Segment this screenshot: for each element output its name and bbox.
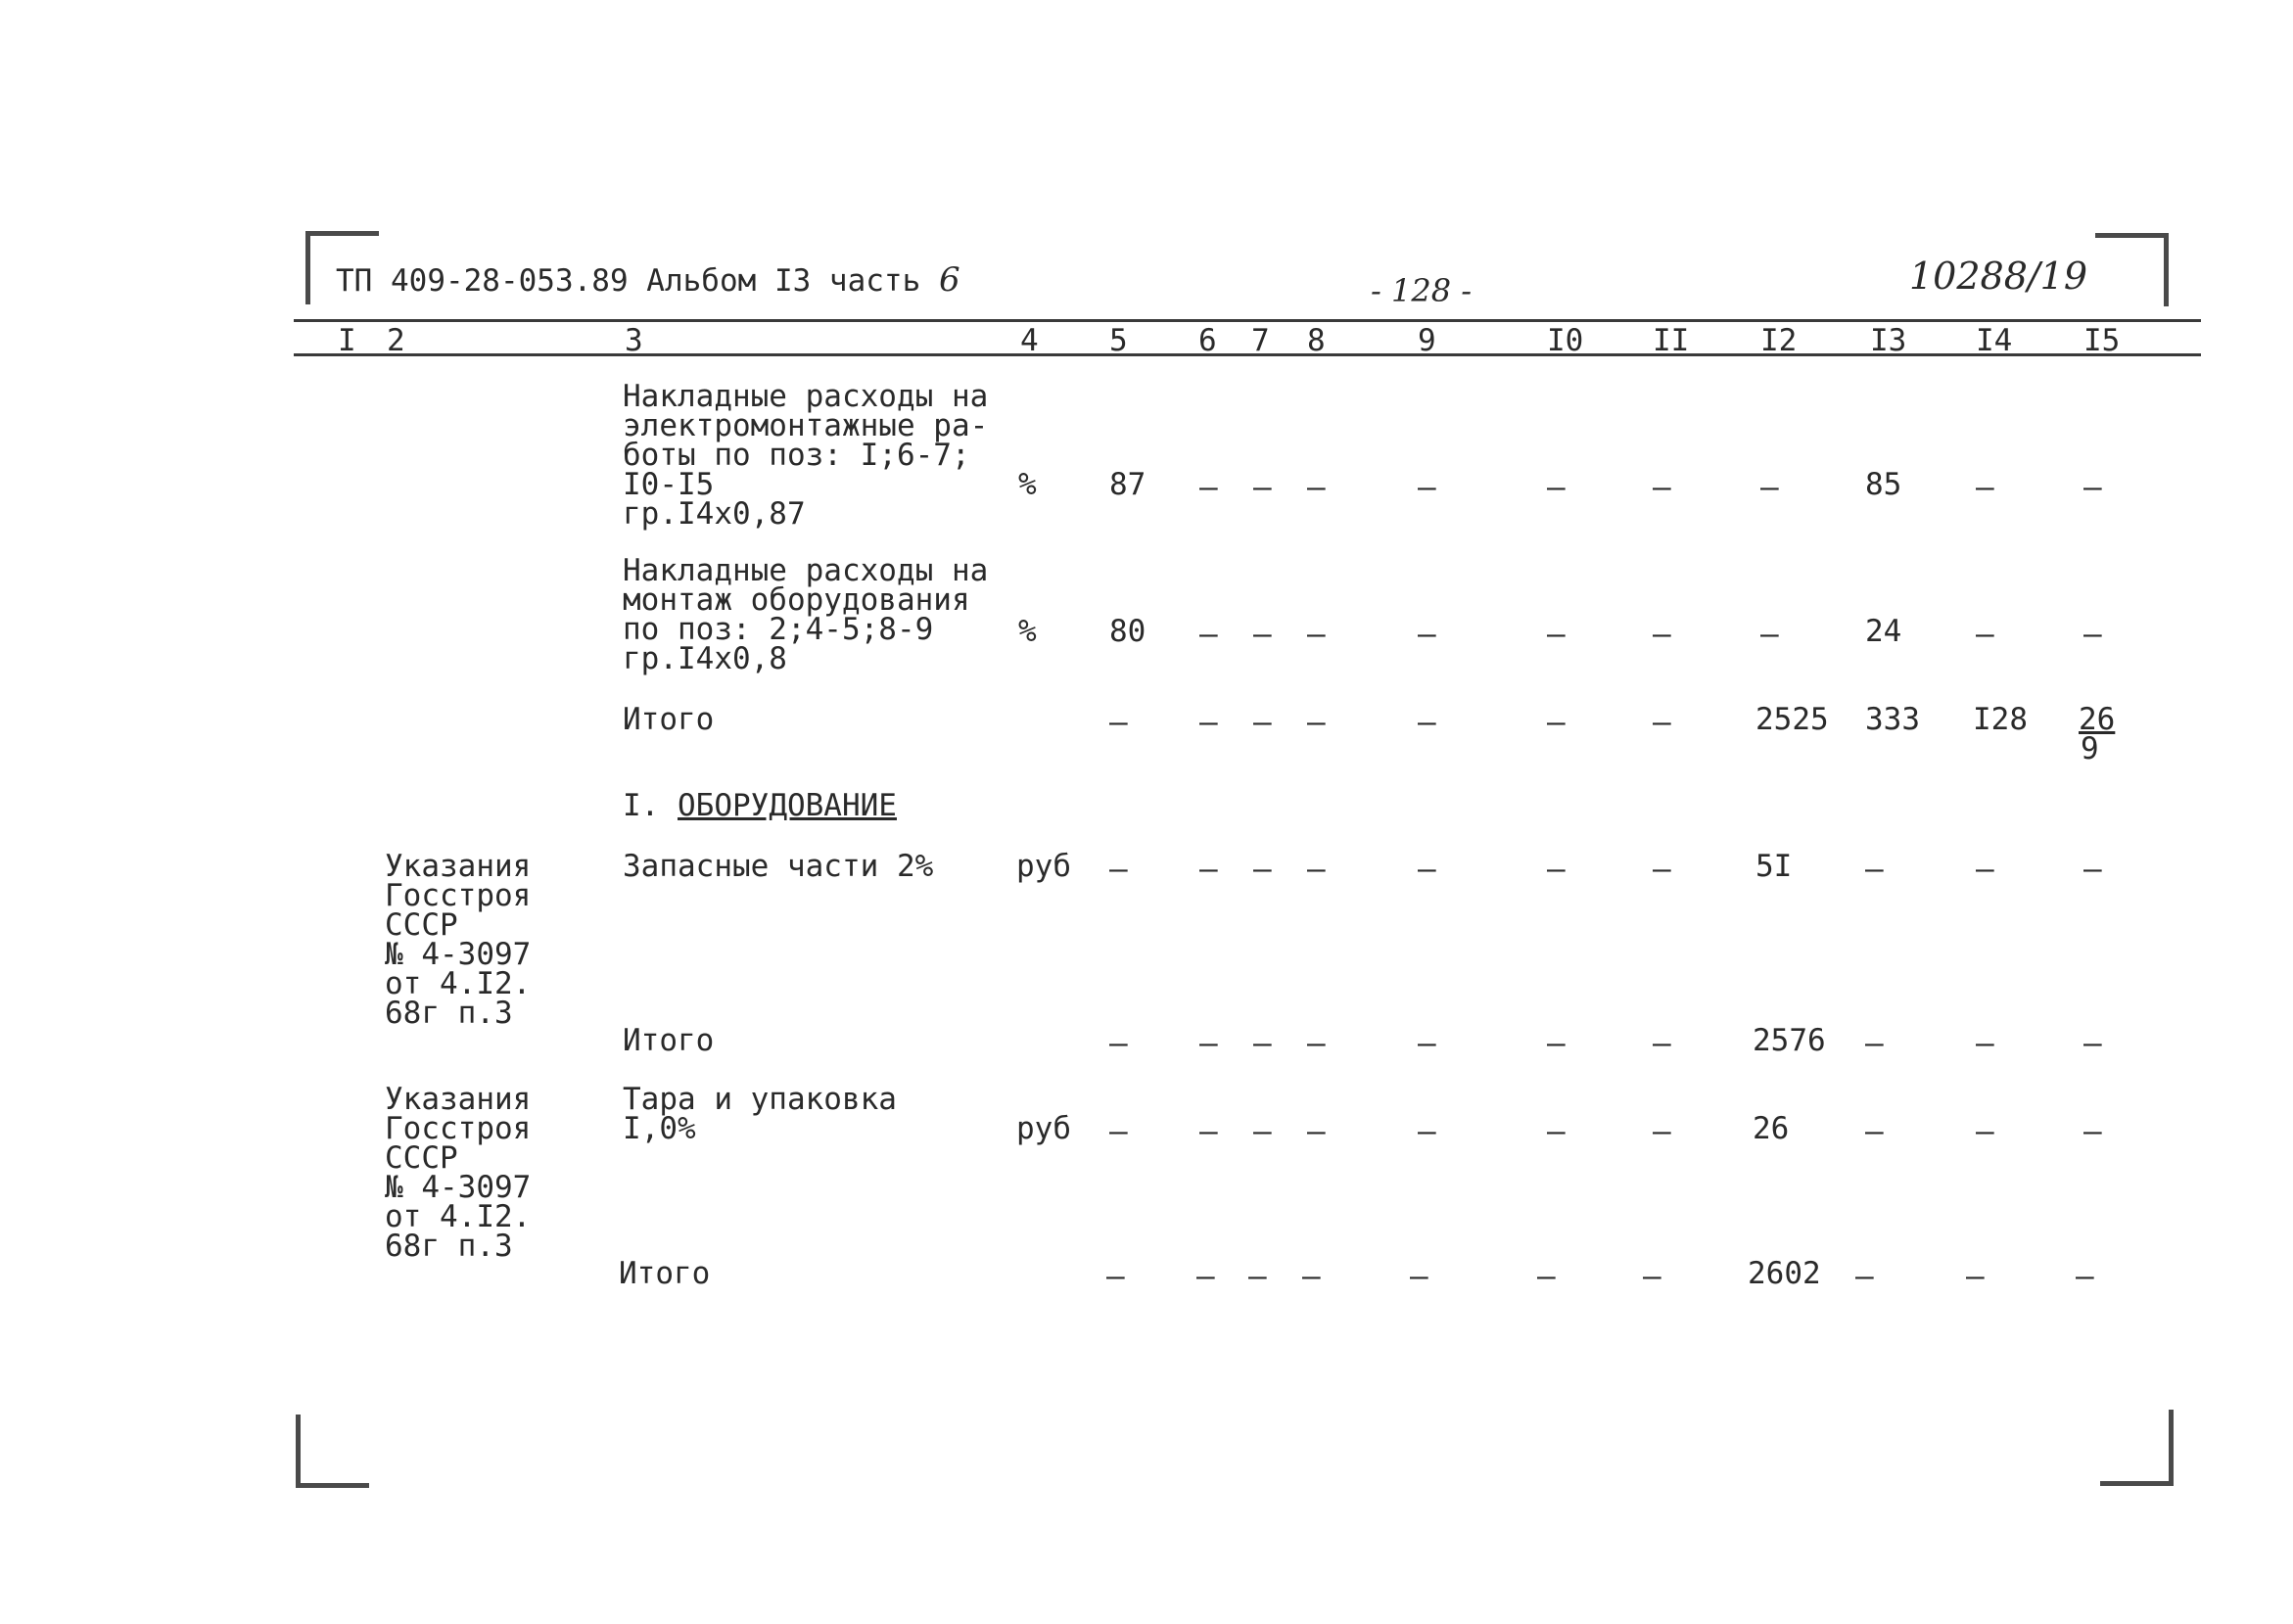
row-col-13: 24	[1865, 614, 1902, 649]
row-col-10: –	[1537, 1259, 1556, 1294]
row-col-12: 5I	[1755, 849, 1793, 884]
row-col-6: –	[1199, 470, 1218, 505]
row-col-8: –	[1307, 470, 1326, 505]
row-col-13: –	[1865, 1114, 1884, 1149]
row-col-8: –	[1307, 852, 1326, 887]
row-col-6: –	[1199, 1114, 1218, 1149]
row-col-10: –	[1547, 1026, 1566, 1061]
col-number-10: I0	[1547, 323, 1584, 358]
row-col-13: 85	[1865, 467, 1902, 502]
row-col-8: –	[1307, 1114, 1326, 1149]
row-col-13: 333	[1865, 702, 1920, 737]
row-basis: Указания Госстроя СССР № 4-3097 от 4.I2. 68г п.3	[385, 849, 532, 1031]
col-number-1: I	[338, 323, 356, 358]
section-heading	[623, 788, 897, 823]
row-col-11: –	[1653, 470, 1671, 505]
header-rule-bottom	[294, 353, 2201, 356]
row-col-15-top: 26	[2079, 702, 2116, 737]
row-col-15: –	[2083, 1114, 2102, 1149]
part-number: 6	[938, 260, 960, 300]
section-number: I.	[623, 788, 660, 823]
row-col-9: –	[1410, 1259, 1428, 1294]
row-col-12: –	[1760, 617, 1779, 652]
row-unit: руб	[1016, 849, 1071, 884]
row-col-15: –	[2083, 617, 2102, 652]
row-description: Итого	[623, 702, 715, 737]
row-col-10: –	[1547, 705, 1566, 740]
col-number-6: 6	[1198, 323, 1217, 358]
row-col-11: –	[1653, 1114, 1671, 1149]
row-col-13: –	[1855, 1259, 1874, 1294]
row-col-7: –	[1253, 617, 1272, 652]
row-col-9: –	[1418, 617, 1436, 652]
row-col-14: –	[1966, 1259, 1985, 1294]
row-col-12: 2602	[1748, 1256, 1821, 1291]
row-col-7: –	[1253, 1114, 1272, 1149]
col-number-15: I5	[2083, 323, 2121, 358]
row-unit: %	[1018, 614, 1037, 649]
col-number-14: I4	[1976, 323, 2013, 358]
row-col-9: –	[1418, 1114, 1436, 1149]
row-unit: руб	[1016, 1111, 1071, 1146]
row-col-14: –	[1976, 1114, 1994, 1149]
row-col-14: –	[1976, 1026, 1994, 1061]
row-col-7: –	[1248, 1259, 1267, 1294]
row-description: Итого	[619, 1256, 711, 1291]
row-col-14: –	[1976, 852, 1994, 887]
row-col-5: 80	[1109, 614, 1146, 649]
row-col-9: –	[1418, 852, 1436, 887]
corner-bracket-bottom-left	[296, 1415, 369, 1488]
row-col-10: –	[1547, 617, 1566, 652]
row-col-5: 87	[1109, 467, 1146, 502]
row-col-5: –	[1106, 1259, 1125, 1294]
row-col-10: –	[1547, 470, 1566, 505]
row-description: Накладные расходы на электромонтажные ра- боты по поз: I;6-7; I0-I5 гр.I4х0,87	[623, 379, 989, 532]
col-number-7: 7	[1251, 323, 1270, 358]
row-col-6: –	[1199, 617, 1218, 652]
row-col-11: –	[1643, 1259, 1661, 1294]
col-number-11: II	[1653, 323, 1690, 358]
row-col-10: –	[1547, 1114, 1566, 1149]
row-col-11: –	[1653, 852, 1671, 887]
col-number-5: 5	[1109, 323, 1128, 358]
section-title: ОБОРУДОВАНИЕ	[678, 788, 897, 823]
row-col-9: –	[1418, 470, 1436, 505]
row-col-6: –	[1196, 1259, 1215, 1294]
row-col-5: –	[1109, 1026, 1128, 1061]
row-col-12: 2525	[1755, 702, 1829, 737]
row-col-6: –	[1199, 705, 1218, 740]
row-col-10: –	[1547, 852, 1566, 887]
corner-bracket-top-right	[2095, 233, 2169, 306]
row-description: Запасные части 2%	[623, 849, 934, 884]
row-col-13: –	[1865, 1026, 1884, 1061]
row-col-7: –	[1253, 1026, 1272, 1061]
row-description: Итого	[623, 1023, 715, 1058]
row-col-11: –	[1653, 1026, 1671, 1061]
row-col-11: –	[1653, 617, 1671, 652]
row-col-7: –	[1253, 705, 1272, 740]
row-col-5: –	[1109, 705, 1128, 740]
doc-number: ТП 409-28-053.89	[336, 263, 629, 299]
col-number-13: I3	[1870, 323, 1907, 358]
row-col-14: –	[1976, 470, 1994, 505]
row-col-14: –	[1976, 617, 1994, 652]
row-col-13: –	[1865, 852, 1884, 887]
row-col-12: 26	[1753, 1111, 1790, 1146]
album-label: Альбом I3 часть	[646, 263, 921, 299]
row-col-8: –	[1302, 1259, 1321, 1294]
col-number-3: 3	[625, 323, 643, 358]
row-col-15: –	[2083, 852, 2102, 887]
row-col-15: –	[2083, 470, 2102, 505]
row-col-12: 2576	[1753, 1023, 1826, 1058]
col-number-8: 8	[1307, 323, 1326, 358]
col-number-2: 2	[387, 323, 405, 358]
row-unit: %	[1018, 467, 1037, 502]
row-col-9: –	[1418, 1026, 1436, 1061]
sheet-code: 10288/19	[1909, 255, 2088, 298]
row-col-8: –	[1307, 617, 1326, 652]
row-col-5: –	[1109, 852, 1128, 887]
col-number-12: I2	[1760, 323, 1798, 358]
row-col-7: –	[1253, 852, 1272, 887]
corner-bracket-bottom-right	[2100, 1410, 2174, 1486]
row-col-11: –	[1653, 705, 1671, 740]
row-description: Накладные расходы на монтаж оборудования по поз: 2;4-5;8-9 гр.I4х0,8	[623, 553, 989, 676]
document-id	[336, 260, 960, 300]
row-col-5: –	[1109, 1114, 1128, 1149]
row-col-7: –	[1253, 470, 1272, 505]
row-col-12: –	[1760, 470, 1779, 505]
row-col-8: –	[1307, 705, 1326, 740]
row-col-9: –	[1418, 705, 1436, 740]
col-number-9: 9	[1418, 323, 1436, 358]
row-description: Тара и упаковка I,0%	[623, 1082, 897, 1146]
row-col-8: –	[1307, 1026, 1326, 1061]
row-col-14: I28	[1973, 702, 2028, 737]
page-number: - 128 -	[1371, 272, 1473, 309]
row-col-15: –	[2083, 1026, 2102, 1061]
row-col-6: –	[1199, 1026, 1218, 1061]
row-col-6: –	[1199, 852, 1218, 887]
row-basis: Указания Госстроя СССР № 4-3097 от 4.I2. 68г п.3	[385, 1082, 532, 1264]
row-col-15: –	[2076, 1259, 2094, 1294]
row-col-15-bottom: 9	[2081, 731, 2099, 766]
col-number-4: 4	[1020, 323, 1039, 358]
header-rule-top	[294, 319, 2201, 322]
